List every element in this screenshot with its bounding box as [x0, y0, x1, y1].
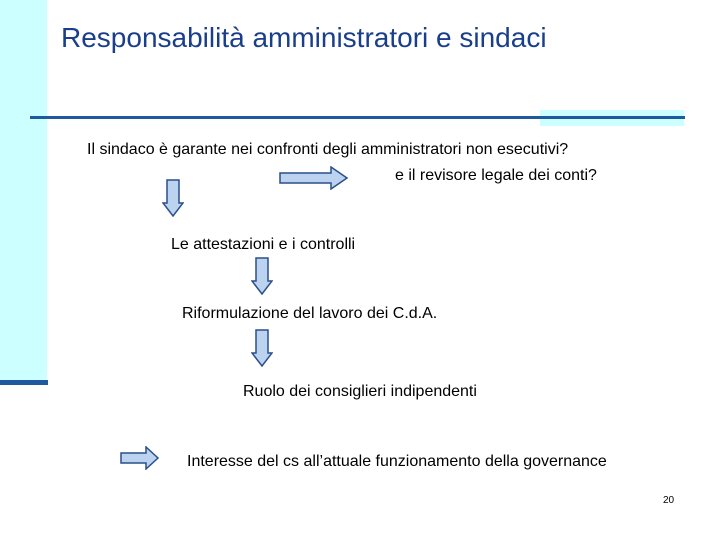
down-arrow-icon	[251, 329, 273, 367]
question-revisore: e il revisore legale dei conti?	[395, 167, 597, 184]
left-accent-bar-base	[0, 380, 48, 385]
item-riformulazione: Riformulazione del lavoro dei C.d.A.	[182, 305, 438, 322]
down-arrow-icon	[251, 257, 273, 295]
item-attestazioni: Le attestazioni e i controlli	[171, 236, 356, 253]
item-interesse: Interesse del cs all’attuale funzionamento della governance	[187, 453, 607, 470]
slide-number: 20	[663, 495, 675, 506]
question-sindaco: Il sindaco è garante nei confronti degli amministratori non esecutivi?	[87, 141, 569, 158]
right-arrow-icon	[279, 166, 349, 190]
slide-title: Responsabilità amministratori e sindaci	[61, 22, 547, 53]
right-arrow-icon	[120, 446, 160, 470]
item-consiglieri: Ruolo dei consiglieri indipendenti	[243, 383, 477, 400]
down-arrow-icon	[162, 179, 184, 217]
title-rule	[30, 116, 685, 119]
left-accent-bar	[0, 0, 47, 382]
